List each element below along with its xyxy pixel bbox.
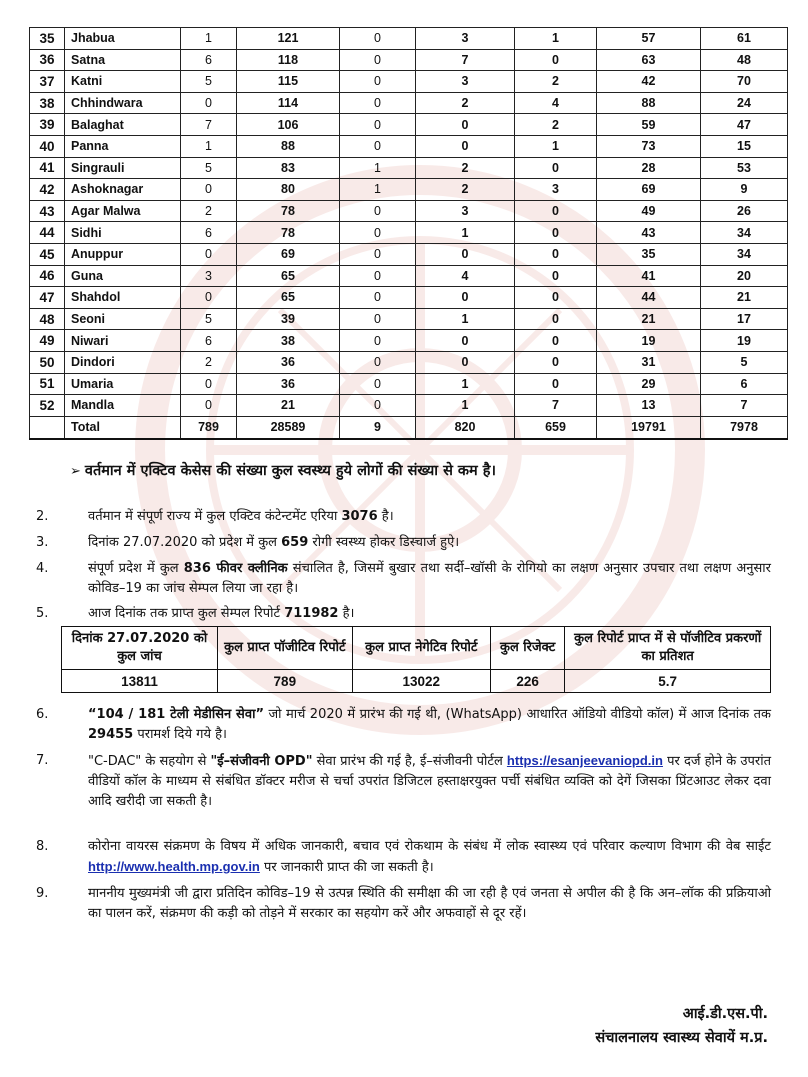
total-value-cell: 7978: [701, 416, 788, 439]
value-cell: 36: [237, 351, 340, 373]
value-cell: 59: [597, 114, 701, 136]
value-cell: 78: [237, 200, 340, 222]
serial-number-cell: 37: [30, 71, 65, 93]
value-cell: 21: [701, 287, 788, 309]
value-cell: 3: [416, 28, 515, 50]
value-cell: 0: [340, 330, 416, 352]
total-value-cell: 28589: [237, 416, 340, 439]
district-name-cell: Umaria: [65, 373, 181, 395]
table-row: [30, 71, 788, 93]
value-cell: 6: [181, 330, 237, 352]
summary-header: कुल रिजेक्ट: [490, 627, 564, 670]
value-cell: 2: [181, 200, 237, 222]
value-cell: 21: [597, 308, 701, 330]
signature-line-1: आई.डी.एस.पी.: [682, 1006, 768, 1022]
serial-number-cell: 43: [30, 200, 65, 222]
summary-value: 789: [217, 670, 352, 693]
district-name-cell: Seoni: [65, 308, 181, 330]
value-cell: 0: [416, 287, 515, 309]
value-cell: 42: [597, 71, 701, 93]
value-cell: 7: [701, 395, 788, 417]
value-cell: 2: [181, 351, 237, 373]
value-cell: 1: [515, 135, 597, 157]
value-cell: 44: [597, 287, 701, 309]
district-name-cell: Chhindwara: [65, 92, 181, 114]
value-cell: 63: [597, 49, 701, 71]
district-name-cell: Anuppur: [65, 243, 181, 265]
serial-number-cell: 51: [30, 373, 65, 395]
value-cell: 0: [515, 351, 597, 373]
value-cell: 9: [701, 179, 788, 201]
table-row: [30, 49, 788, 71]
value-cell: 0: [416, 243, 515, 265]
esanjeevani-link[interactable]: https://esanjeevaniopd.in: [506, 753, 663, 768]
value-cell: 1: [181, 28, 237, 50]
value-cell: 35: [597, 243, 701, 265]
total-value-cell: 820: [416, 416, 515, 439]
value-cell: 65: [237, 287, 340, 309]
district-name-cell: Niwari: [65, 330, 181, 352]
value-cell: 2: [416, 92, 515, 114]
value-cell: 0: [515, 308, 597, 330]
value-cell: 5: [701, 351, 788, 373]
district-name-cell: Satna: [65, 49, 181, 71]
table-row: [30, 243, 788, 265]
value-cell: 115: [237, 71, 340, 93]
value-cell: 47: [701, 114, 788, 136]
value-cell: 1: [181, 135, 237, 157]
value-cell: 69: [597, 179, 701, 201]
table-row: [30, 222, 788, 244]
signature-line-2: संचालनालय स्वास्थ्य सेवायें म.प्र.: [595, 1030, 768, 1046]
value-cell: 1: [416, 373, 515, 395]
value-cell: 49: [597, 200, 701, 222]
serial-number-cell: 40: [30, 135, 65, 157]
district-name-cell: Agar Malwa: [65, 200, 181, 222]
district-name-cell: Katni: [65, 71, 181, 93]
value-cell: 73: [597, 135, 701, 157]
table-row: [30, 200, 788, 222]
serial-number-cell: 47: [30, 287, 65, 309]
serial-number-cell: 49: [30, 330, 65, 352]
summary-value: 5.7: [565, 670, 771, 693]
value-cell: 7: [181, 114, 237, 136]
value-cell: 20: [701, 265, 788, 287]
value-cell: 3: [416, 200, 515, 222]
value-cell: 2: [515, 71, 597, 93]
value-cell: 0: [340, 135, 416, 157]
value-cell: 5: [181, 308, 237, 330]
value-cell: 2: [416, 157, 515, 179]
serial-number-cell: 38: [30, 92, 65, 114]
serial-number-cell: 35: [30, 28, 65, 50]
summary-header: दिनांक 27.07.2020 को कुल जांच: [62, 627, 218, 670]
value-cell: 53: [701, 157, 788, 179]
value-cell: 1: [515, 28, 597, 50]
serial-number-cell: 46: [30, 265, 65, 287]
table-row: [30, 265, 788, 287]
value-cell: 0: [340, 308, 416, 330]
value-cell: 0: [340, 28, 416, 50]
value-cell: 13: [597, 395, 701, 417]
value-cell: 61: [701, 28, 788, 50]
value-cell: 34: [701, 222, 788, 244]
value-cell: 0: [340, 114, 416, 136]
value-cell: 3: [515, 179, 597, 201]
total-value-cell: 659: [515, 416, 597, 439]
district-name-cell: Jhabua: [65, 28, 181, 50]
table-row: [30, 157, 788, 179]
value-cell: 2: [416, 179, 515, 201]
table-row: [30, 308, 788, 330]
serial-number-cell: 44: [30, 222, 65, 244]
value-cell: 0: [416, 135, 515, 157]
value-cell: 2: [515, 114, 597, 136]
value-cell: 0: [515, 265, 597, 287]
value-cell: 5: [181, 71, 237, 93]
value-cell: 15: [701, 135, 788, 157]
sample-summary-table: [61, 626, 771, 693]
value-cell: 70: [701, 71, 788, 93]
value-cell: 83: [237, 157, 340, 179]
value-cell: 0: [340, 287, 416, 309]
value-cell: 78: [237, 222, 340, 244]
district-name-cell: Mandla: [65, 395, 181, 417]
value-cell: 5: [181, 157, 237, 179]
value-cell: 0: [340, 71, 416, 93]
table-row: [30, 330, 788, 352]
total-row: [30, 416, 788, 439]
value-cell: 69: [237, 243, 340, 265]
value-cell: 41: [597, 265, 701, 287]
value-cell: 0: [515, 200, 597, 222]
value-cell: 0: [340, 92, 416, 114]
value-cell: 0: [515, 373, 597, 395]
health-mp-website-link[interactable]: http://www.health.mp.gov.in: [88, 859, 260, 874]
serial-number-cell: 39: [30, 114, 65, 136]
value-cell: 17: [701, 308, 788, 330]
value-cell: 1: [416, 395, 515, 417]
district-name-cell: Dindori: [65, 351, 181, 373]
value-cell: 0: [181, 92, 237, 114]
value-cell: 24: [701, 92, 788, 114]
value-cell: 0: [340, 351, 416, 373]
value-cell: 0: [416, 330, 515, 352]
total-value-cell: 9: [340, 416, 416, 439]
value-cell: 39: [237, 308, 340, 330]
value-cell: 1: [416, 308, 515, 330]
district-name-cell: Guna: [65, 265, 181, 287]
summary-header: कुल प्राप्त नेगेटिव रिपोर्ट: [352, 627, 490, 670]
value-cell: 6: [181, 222, 237, 244]
value-cell: 0: [181, 287, 237, 309]
value-cell: 0: [340, 395, 416, 417]
value-cell: 106: [237, 114, 340, 136]
table-row: [30, 28, 788, 50]
table-row: [30, 395, 788, 417]
table-row: [30, 351, 788, 373]
serial-number-cell: 48: [30, 308, 65, 330]
total-value-cell: 789: [181, 416, 237, 439]
table-row: [30, 114, 788, 136]
value-cell: 0: [340, 373, 416, 395]
summary-header: कुल प्राप्त पॉजीटिव रिपोर्ट: [217, 627, 352, 670]
table-row: [30, 373, 788, 395]
table-row: [30, 179, 788, 201]
value-cell: 80: [237, 179, 340, 201]
value-cell: 1: [340, 157, 416, 179]
value-cell: 114: [237, 92, 340, 114]
value-cell: 19: [597, 330, 701, 352]
value-cell: 88: [597, 92, 701, 114]
serial-number-cell: 36: [30, 49, 65, 71]
value-cell: 0: [340, 200, 416, 222]
value-cell: 0: [515, 330, 597, 352]
empty-cell: [30, 416, 65, 439]
active-cases-note: ➢ वर्तमान में एक्टिव केसेस की संख्या कुल स्वस्थ्य हुये लोगों की संख्या से कम है।: [70, 463, 496, 479]
value-cell: 0: [340, 243, 416, 265]
value-cell: 0: [340, 222, 416, 244]
value-cell: 26: [701, 200, 788, 222]
serial-number-cell: 45: [30, 243, 65, 265]
value-cell: 0: [515, 287, 597, 309]
table-row: [30, 135, 788, 157]
serial-number-cell: 50: [30, 351, 65, 373]
district-cases-table: [29, 27, 788, 440]
value-cell: 0: [181, 179, 237, 201]
serial-number-cell: 52: [30, 395, 65, 417]
value-cell: 21: [237, 395, 340, 417]
value-cell: 34: [701, 243, 788, 265]
value-cell: 0: [340, 49, 416, 71]
value-cell: 4: [416, 265, 515, 287]
district-name-cell: Ashoknagar: [65, 179, 181, 201]
summary-value: 13022: [352, 670, 490, 693]
value-cell: 1: [416, 222, 515, 244]
value-cell: 0: [515, 243, 597, 265]
district-name-cell: Singrauli: [65, 157, 181, 179]
value-cell: 7: [515, 395, 597, 417]
table-row: [30, 92, 788, 114]
value-cell: 43: [597, 222, 701, 244]
value-cell: 0: [416, 351, 515, 373]
district-name-cell: Sidhi: [65, 222, 181, 244]
value-cell: 1: [340, 179, 416, 201]
value-cell: 29: [597, 373, 701, 395]
value-cell: 6: [701, 373, 788, 395]
value-cell: 121: [237, 28, 340, 50]
value-cell: 3: [181, 265, 237, 287]
arrow-bullet-icon: ➢: [70, 464, 81, 479]
value-cell: 6: [181, 49, 237, 71]
value-cell: 0: [416, 114, 515, 136]
serial-number-cell: 42: [30, 179, 65, 201]
value-cell: 0: [340, 265, 416, 287]
district-name-cell: Balaghat: [65, 114, 181, 136]
value-cell: 7: [416, 49, 515, 71]
value-cell: 0: [181, 243, 237, 265]
district-name-cell: Panna: [65, 135, 181, 157]
value-cell: 65: [237, 265, 340, 287]
value-cell: 0: [515, 222, 597, 244]
value-cell: 0: [181, 373, 237, 395]
total-label: Total: [65, 416, 181, 439]
value-cell: 3: [416, 71, 515, 93]
value-cell: 28: [597, 157, 701, 179]
total-value-cell: 19791: [597, 416, 701, 439]
value-cell: 118: [237, 49, 340, 71]
value-cell: 38: [237, 330, 340, 352]
value-cell: 31: [597, 351, 701, 373]
table-row: [30, 287, 788, 309]
summary-value: 13811: [62, 670, 218, 693]
district-name-cell: Shahdol: [65, 287, 181, 309]
value-cell: 0: [515, 157, 597, 179]
value-cell: 57: [597, 28, 701, 50]
summary-value: 226: [490, 670, 564, 693]
summary-header: कुल रिपोर्ट प्राप्त में से पॉजीटिव प्रकरणों का प्रतिशत: [565, 627, 771, 670]
value-cell: 36: [237, 373, 340, 395]
value-cell: 19: [701, 330, 788, 352]
value-cell: 88: [237, 135, 340, 157]
value-cell: 4: [515, 92, 597, 114]
value-cell: 48: [701, 49, 788, 71]
value-cell: 0: [181, 395, 237, 417]
serial-number-cell: 41: [30, 157, 65, 179]
value-cell: 0: [515, 49, 597, 71]
